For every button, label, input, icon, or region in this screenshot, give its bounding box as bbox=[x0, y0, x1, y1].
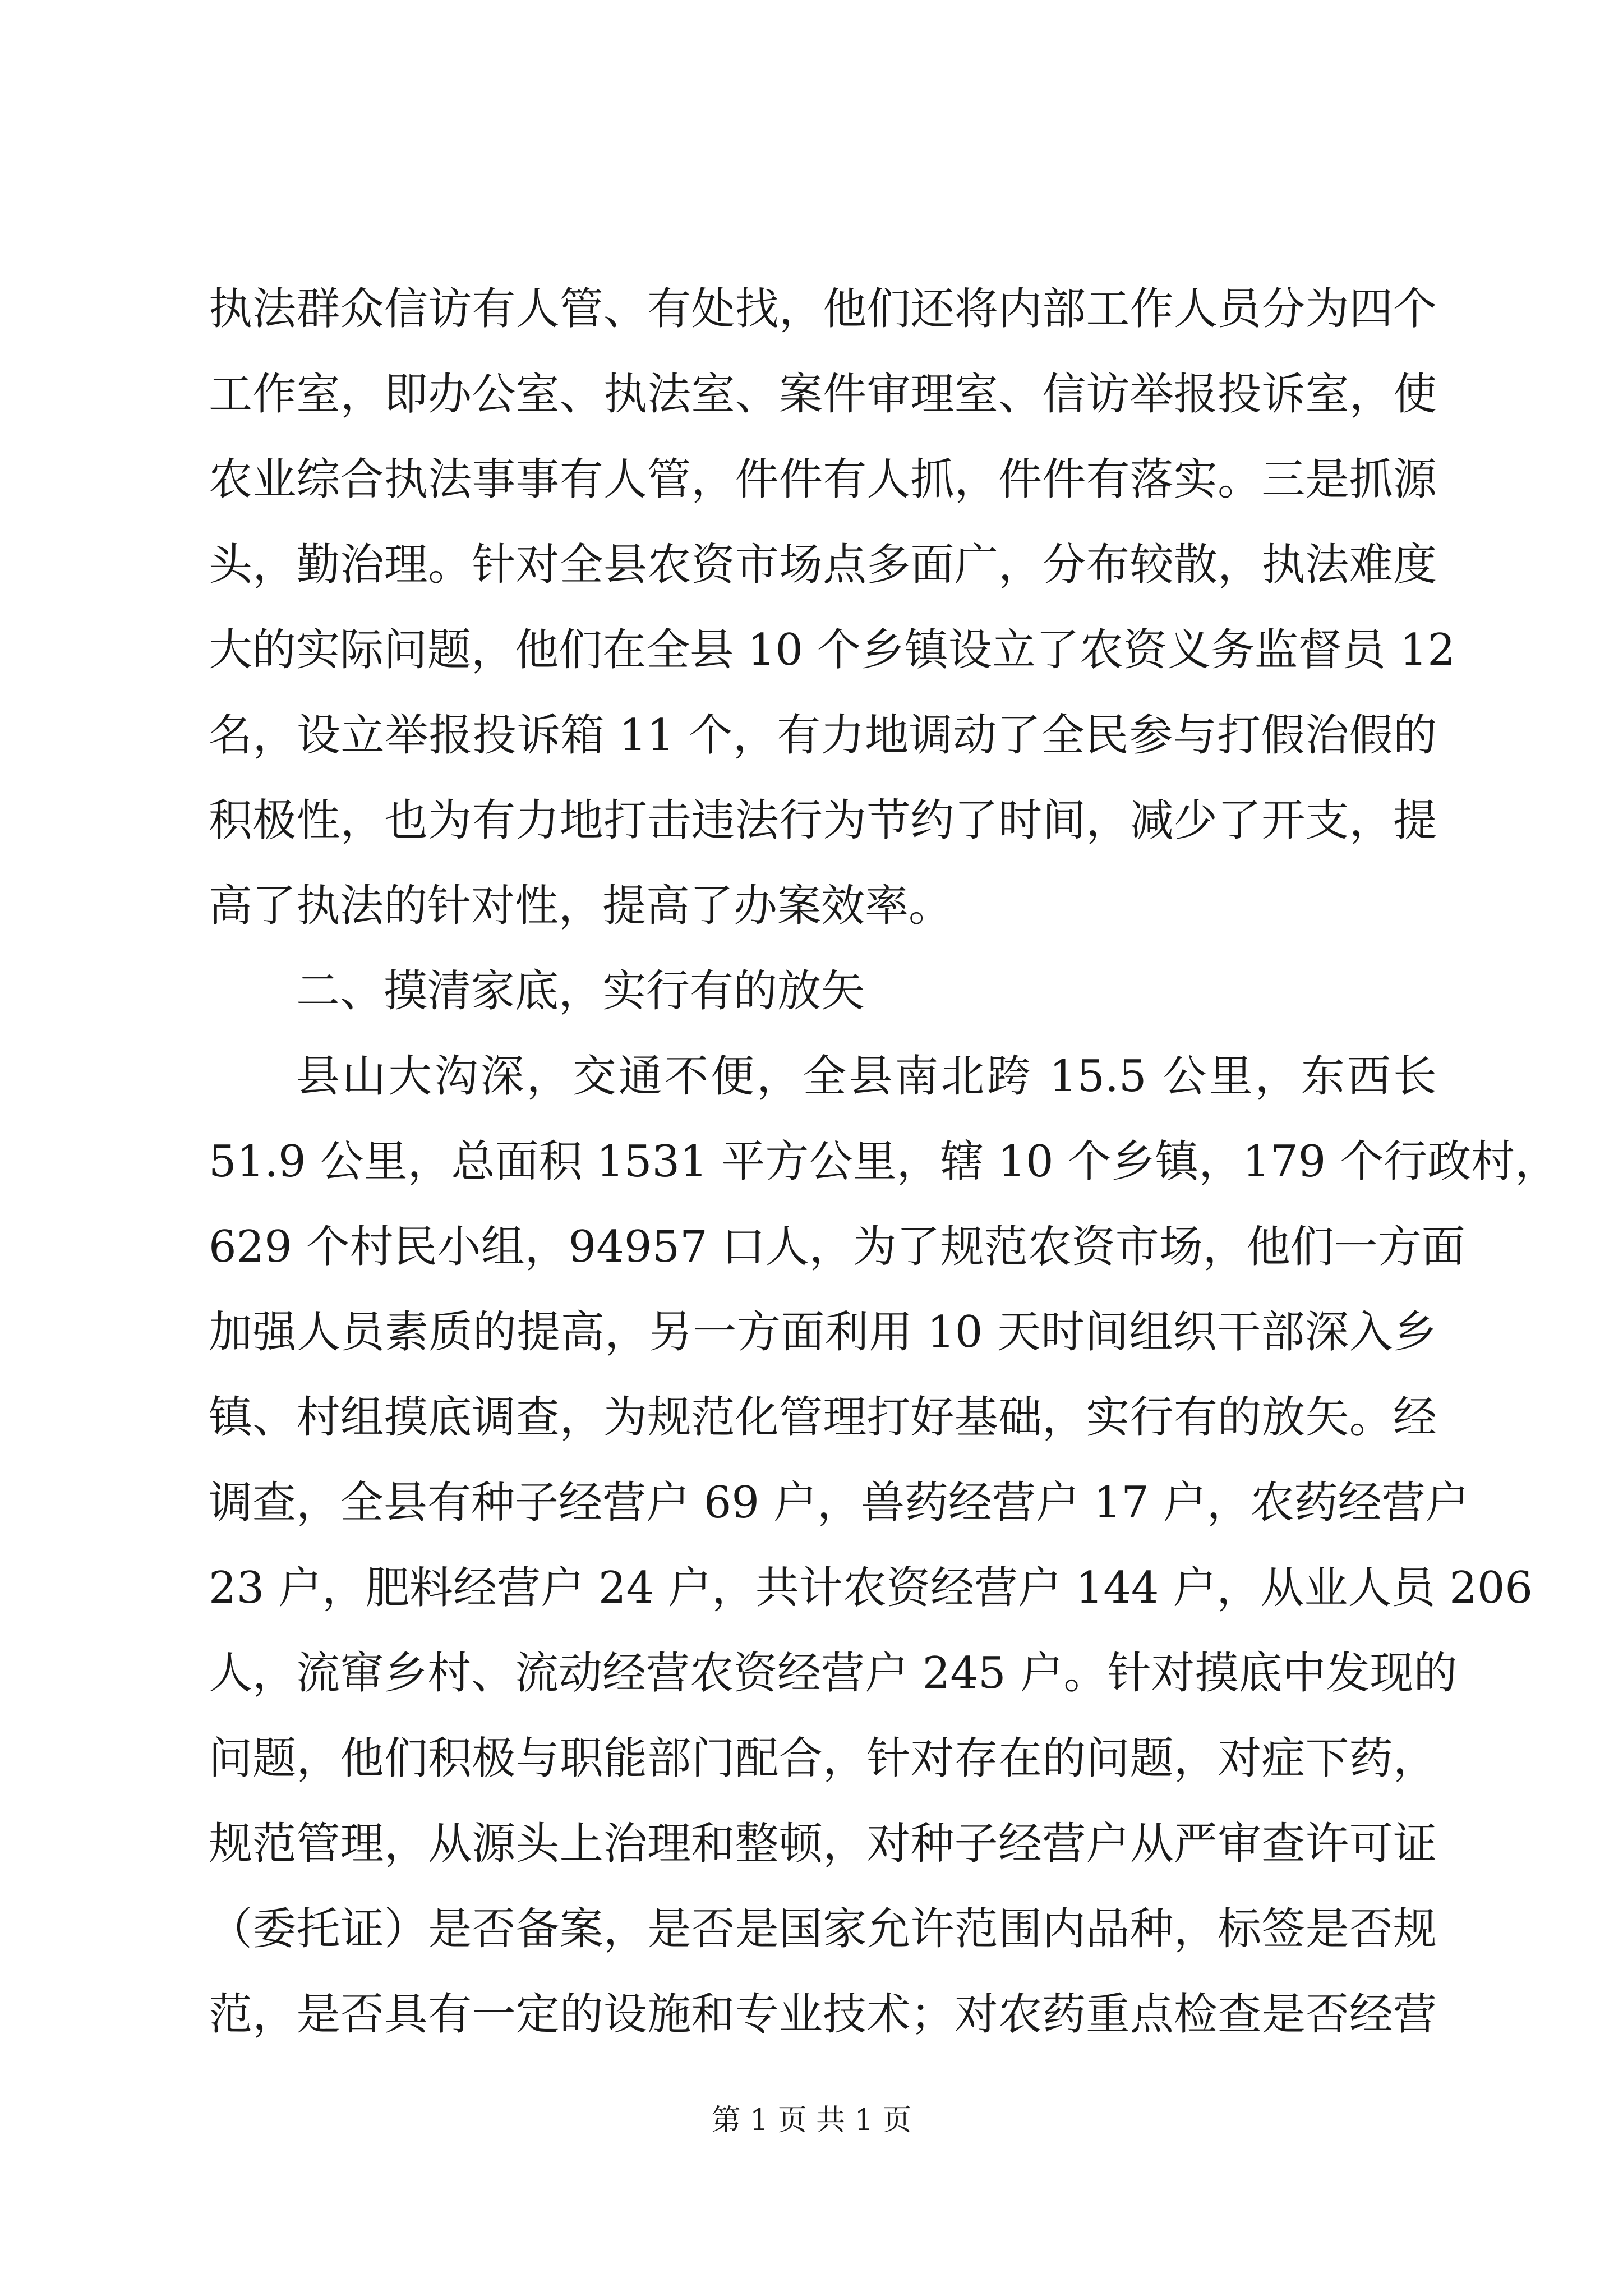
text-line: 范，是否具有一定的设施和专业技术；对农药重点检查是否经营 bbox=[209, 1989, 1437, 2040]
text-line: 大的实际问题，他们在全县 10 个乡镇设立了农资义务监督员 12 bbox=[209, 625, 1455, 675]
section-heading: 二、摸清家底，实行有的放矢 bbox=[296, 966, 865, 1016]
text-line: 51.9 公里，总面积 1531 平方公里，辖 10 个乡镇，179 个行政村， bbox=[209, 1137, 1559, 1187]
text-line: 23 户，肥料经营户 24 户，共计农资经营户 144 户，从业人员 206 bbox=[209, 1563, 1533, 1613]
text-line: 积极性，也为有力地打击违法行为节约了时间，减少了开支，提 bbox=[209, 795, 1437, 846]
text-line: 高了执法的针对性，提高了办案效率。 bbox=[209, 881, 953, 931]
page-footer bbox=[0, 2101, 1623, 2140]
document-body bbox=[209, 266, 1559, 2057]
text-line: 加强人员素质的提高，另一方面利用 10 天时间组织干部深入乡 bbox=[209, 1307, 1437, 1358]
text-line: （委托证）是否备案，是否是国家允许范围内品种，标签是否规 bbox=[209, 1904, 1437, 1954]
text-line: 农业综合执法事事有人管，件件有人抓，件件有落实。三是抓源 bbox=[209, 454, 1437, 505]
text-line: 县山大沟深，交通不便，全县南北跨 15.5 公里，东西长 bbox=[296, 1051, 1437, 1102]
text-line: 头，勤治理。针对全县农资市场点多面广，分布较散，执法难度 bbox=[209, 540, 1437, 590]
text-line: 镇、村组摸底调查，为规范化管理打好基础，实行有的放矢。经 bbox=[209, 1392, 1437, 1443]
text-line: 规范管理，从源头上治理和整顿，对种子经营户从严审查许可证 bbox=[209, 1819, 1437, 1869]
text-line: 人，流窜乡村、流动经营农资经营户 245 户。针对摸底中发现的 bbox=[209, 1648, 1458, 1699]
text-line: 名，设立举报投诉箱 11 个，有力地调动了全民参与打假治假的 bbox=[209, 710, 1437, 761]
text-line: 执法群众信访有人管、有处找，他们还将内部工作人员分为四个 bbox=[209, 284, 1437, 334]
page-number-label: 第 1 页 共 1 页 bbox=[711, 2104, 912, 2137]
text-line: 629 个村民小组，94957 口人，为了规范农资市场，他们一方面 bbox=[209, 1222, 1465, 1272]
text-line: 工作室，即办公室、执法室、案件审理室、信访举报投诉室，使 bbox=[209, 369, 1437, 420]
text-line: 问题，他们积极与职能部门配合，针对存在的问题，对症下药， bbox=[209, 1733, 1437, 1784]
text-line: 调查，全县有种子经营户 69 户，兽药经营户 17 户，农药经营户 bbox=[209, 1478, 1469, 1528]
